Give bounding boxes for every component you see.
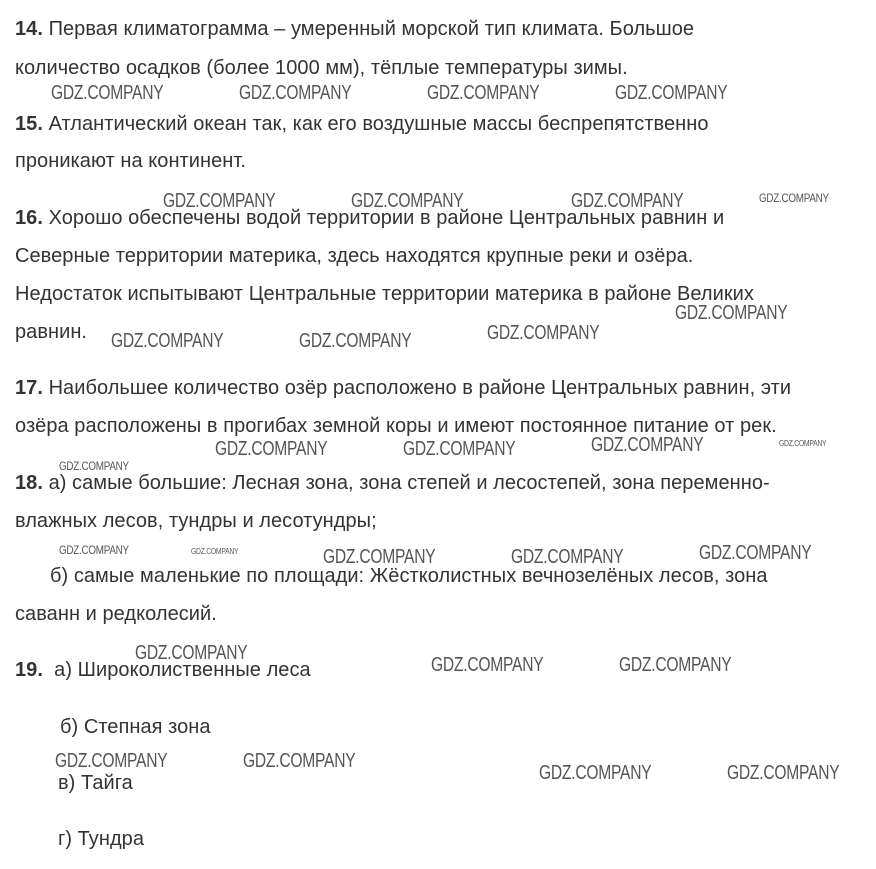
answer-17-line-2: озёра расположены в прогибах земной коры и имеют постоянное питание от рек.: [15, 415, 777, 437]
answer-15-line-2: проникают на континент.: [15, 150, 246, 172]
watermark: GDZ.COMPANY: [427, 82, 540, 104]
watermark: GDZ.COMPANY: [299, 330, 412, 352]
watermark: GDZ.COMPANY: [571, 190, 684, 212]
watermark: GDZ.COMPANY: [351, 190, 464, 212]
answer-16-line-3: Недостаток испытывают Центральные территории материка в районе Великих: [15, 283, 754, 305]
watermark: GDZ.COMPANY: [759, 191, 829, 205]
watermark: GDZ.COMPANY: [191, 547, 239, 556]
watermark: GDZ.COMPANY: [239, 82, 352, 104]
watermark: GDZ.COMPANY: [135, 642, 248, 664]
answer-15-text-1: Атлантический океан так, как его воздушные массы беспрепятственно: [48, 113, 709, 135]
watermark: GDZ.COMPANY: [591, 434, 704, 456]
answer-19-item-d: г) Тундра: [58, 828, 145, 850]
watermark: GDZ.COMPANY: [59, 459, 129, 473]
answer-19-item-c: в) Тайга: [58, 772, 133, 794]
watermark: GDZ.COMPANY: [727, 762, 840, 784]
answer-15-line-1: [15, 112, 709, 136]
answer-18-text-1: а) самые большие: Лесная зона, зона степей и лесостепей, зона переменно-: [48, 472, 770, 494]
watermark: GDZ.COMPANY: [215, 438, 328, 460]
watermark: GDZ.COMPANY: [163, 190, 276, 212]
watermark: GDZ.COMPANY: [323, 546, 436, 568]
answer-17-text-1: Наибольшее количество озёр расположено в районе Центральных равнин, эти: [48, 377, 792, 399]
watermark: GDZ.COMPANY: [615, 82, 728, 104]
watermark: GDZ.COMPANY: [59, 543, 129, 557]
answer-16-number: 16.: [15, 207, 43, 229]
watermark: GDZ.COMPANY: [243, 750, 356, 772]
answer-15-number: 15.: [15, 113, 43, 135]
watermark: GDZ.COMPANY: [511, 546, 624, 568]
answer-18-line-1: [15, 471, 770, 495]
answer-14-number: 14.: [15, 18, 43, 40]
answer-14-line-2: количество осадков (более 1000 мм), тёплые температуры зимы.: [15, 57, 628, 79]
watermark: GDZ.COMPANY: [431, 654, 544, 676]
watermark: GDZ.COMPANY: [111, 330, 224, 352]
answer-14-text-1: Первая климатограмма – умеренный морской тип климата. Большое: [48, 18, 695, 40]
watermark: GDZ.COMPANY: [699, 542, 812, 564]
answer-18-line-4: саванн и редколесий.: [15, 603, 217, 625]
watermark: GDZ.COMPANY: [487, 322, 600, 344]
answer-19-item-a: а) Широколиственные леса: [54, 659, 311, 681]
answer-17-line-1: [15, 376, 791, 400]
answer-18-line-2: влажных лесов, тундры и лесотундры;: [15, 510, 377, 532]
answer-18-line-3: б) самые маленькие по площади: Жёстколистных вечнозелёных лесов, зона: [50, 565, 768, 587]
answer-16-line-2: Северные территории материка, здесь находятся крупные реки и озёра.: [15, 245, 694, 267]
answer-18-number: 18.: [15, 472, 43, 494]
watermark: GDZ.COMPANY: [619, 654, 732, 676]
answer-19-item-b: б) Степная зона: [60, 716, 211, 738]
watermark: GDZ.COMPANY: [403, 438, 516, 460]
answer-16-text-1: Хорошо обеспечены водой территории в районе Центральных равнин и: [48, 207, 725, 229]
watermark: GDZ.COMPANY: [539, 762, 652, 784]
watermark: GDZ.COMPANY: [675, 302, 788, 324]
answer-16-line-4: равнин.: [15, 321, 88, 343]
watermark: GDZ.COMPANY: [779, 439, 827, 448]
watermark: GDZ.COMPANY: [55, 750, 168, 772]
watermark: GDZ.COMPANY: [51, 82, 164, 104]
answer-19-number: 19.: [15, 659, 43, 681]
answer-14-line-1: [15, 17, 694, 41]
answer-17-number: 17.: [15, 377, 43, 399]
